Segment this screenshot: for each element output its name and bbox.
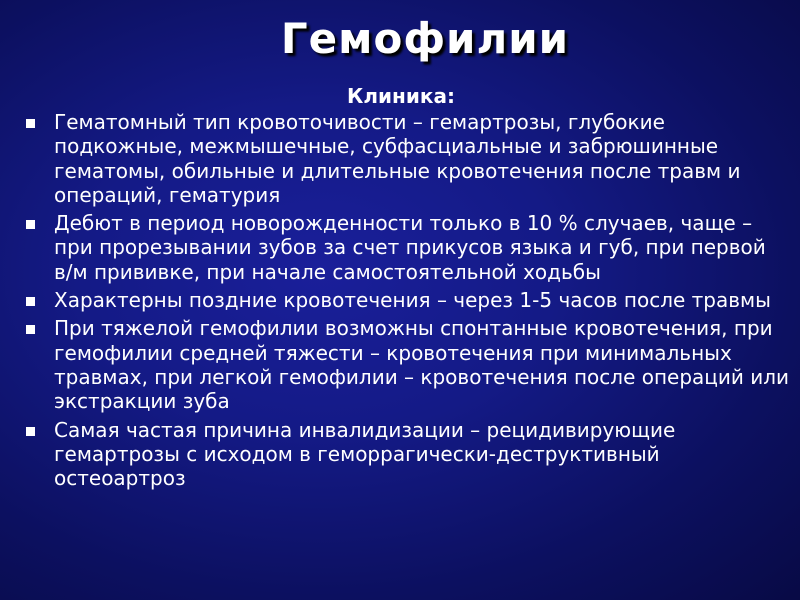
bullet-item (0, 211, 790, 284)
subtitle-text: Клиника: (347, 84, 455, 108)
square-bullet-icon (26, 297, 35, 306)
bullet-text: Гематомный тип кровоточивости – гемартрозы, глубокие подкожные, межмышечные, субфасциальные и забрюшинные гематомы, обильные и длительные кровотечения после травм и операций, гематурия (54, 110, 741, 207)
bullet-text: Характерны поздние кровотечения – через 1-5 часов после травмы (54, 288, 771, 313)
bullet-text: При тяжелой гемофилии возможны спонтанные кровотечения, при гемофилии средней тяжести – кровотечения при минимальных травмах, при легкой гемофилии – кровотечения после операций или экстракции зуба (54, 316, 790, 414)
bullet-item (0, 316, 790, 413)
bullet-item (0, 288, 790, 312)
bullet-list (0, 110, 790, 494)
square-bullet-icon (26, 220, 35, 229)
square-bullet-icon (26, 119, 35, 128)
bullet-text: Самая частая причина инвалидизации – рецидивирующие гемартрозы с исходом в геморрагически-деструктивный остеоартроз (54, 417, 676, 491)
square-bullet-icon (26, 325, 35, 334)
bullet-text: Дебют в период новорожденности только в 10 % случаев, чаще – при прорезывании зубов за счет прикусов языка и губ, при первой в/м прививке, при начале самостоятельной ходьбы (54, 211, 766, 284)
slide-subtitle (0, 84, 800, 108)
square-bullet-icon (26, 427, 35, 436)
bullet-item (0, 418, 790, 491)
bullet-item (0, 110, 790, 207)
slide-title: Гемофилии (280, 14, 570, 63)
